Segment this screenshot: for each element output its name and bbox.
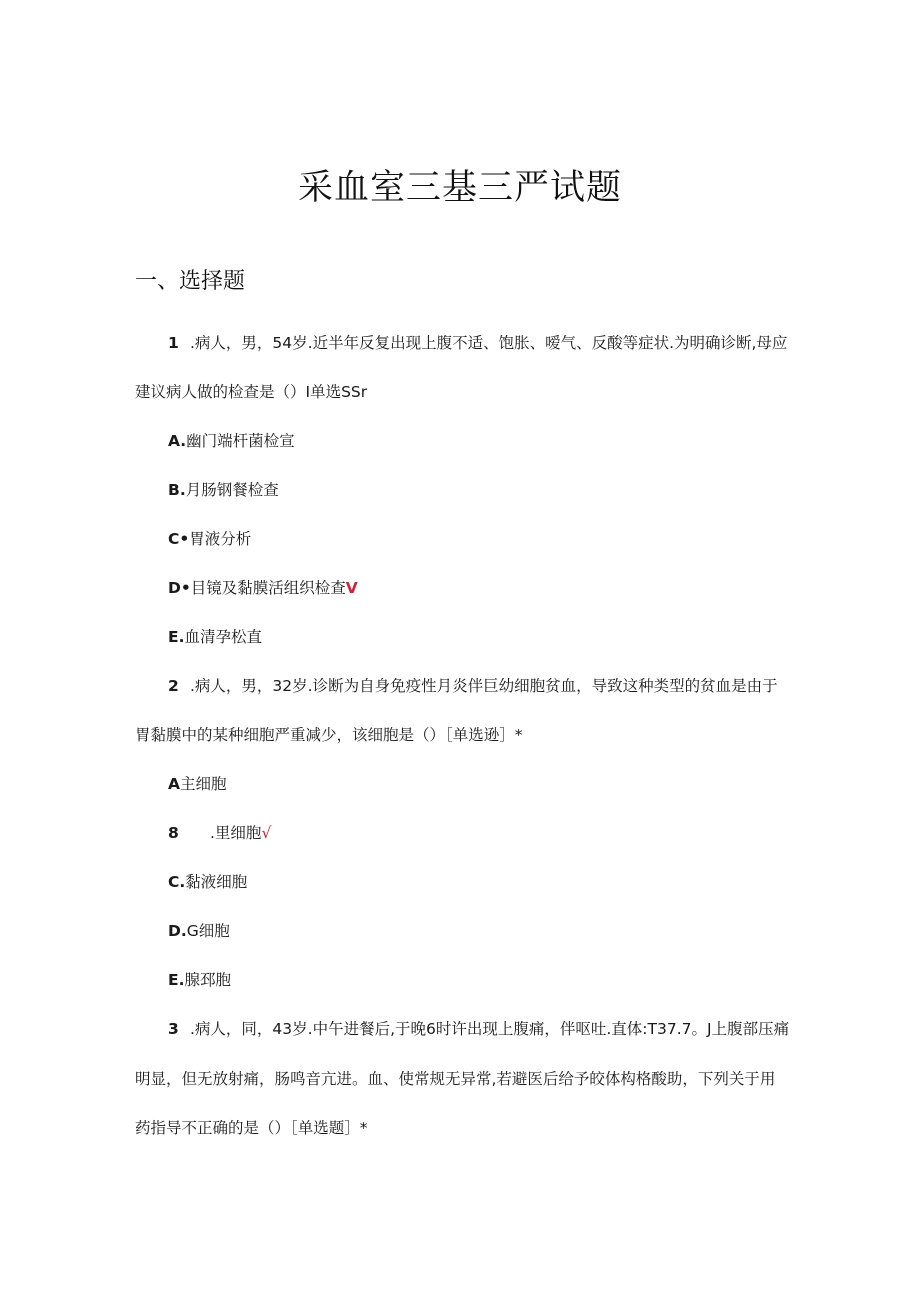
option-1d[interactable] <box>168 577 358 599</box>
option-2d[interactable] <box>168 920 230 942</box>
option-1b[interactable] <box>168 479 279 501</box>
option-1a[interactable] <box>168 430 295 452</box>
option-text: 幽门端杆菌检宣 <box>186 432 295 450</box>
option-label: A <box>168 775 180 793</box>
option-1e[interactable] <box>168 626 262 648</box>
section-heading: 一、选择题 <box>135 269 246 294</box>
option-label: E. <box>168 971 185 989</box>
option-text: 月肠钢餐检查 <box>185 481 279 499</box>
page-title: 采血室三基三严试题 <box>297 168 622 208</box>
option-label: D• <box>168 579 191 597</box>
option-2b[interactable] <box>168 822 271 844</box>
option-text: G细胞 <box>186 922 230 940</box>
option-text: 主细胞 <box>180 775 227 793</box>
question-number: 2 <box>168 677 179 695</box>
question-1-line-2: 建议病人做的检查是（）I单选SSr <box>135 383 368 401</box>
option-label: 8 <box>168 824 179 842</box>
option-text: 目镜及黏膜活组织检查 <box>190 579 346 597</box>
question-text: .病人，男，54岁.近半年反复出现上腹不适、饱胀、嗳气、反酸等症状.为明确诊断,母应 <box>190 334 788 352</box>
question-text: .病人，同，43岁.中午进餐后,于晚6时许出现上腹痛，伴呕吐.直体:T37.7。J上腹部压痛 <box>190 1020 790 1038</box>
option-text: 胃液分析 <box>189 530 252 548</box>
question-number: 1 <box>168 334 179 352</box>
option-text: 腺邳胞 <box>184 971 231 989</box>
option-text: 黏液细胞 <box>185 873 248 891</box>
option-label: C. <box>168 873 186 891</box>
option-2e[interactable] <box>168 969 231 991</box>
option-label: D. <box>168 922 187 940</box>
question-3-line-2: 明显，但无放射痛，肠鸣音亢进。血、使常规无异常,若避医后给予皎体构格酸助，下列关于用 <box>135 1070 776 1088</box>
question-3-line-3: 药指导不正确的是（）［单选题］* <box>135 1119 368 1137</box>
question-3-line-1 <box>168 1018 789 1040</box>
option-label: B. <box>168 481 186 499</box>
option-text: 血清孕松直 <box>184 628 262 646</box>
correct-answer-mark: V <box>345 579 358 597</box>
correct-answer-mark: √ <box>261 824 272 842</box>
option-label: C• <box>168 530 190 548</box>
option-2c[interactable] <box>168 871 247 893</box>
option-text: .里细胞 <box>210 824 262 842</box>
option-label: A. <box>168 432 187 450</box>
option-1c[interactable] <box>168 528 251 550</box>
question-text: .病人，男，32岁.诊断为自身免疫性月炎伴巨幼细胞贫血，导致这种类型的贫血是由于 <box>190 677 778 695</box>
question-2-line-2: 胃黏膜中的某种细胞严重减少，该细胞是（）［单选逊］* <box>135 726 523 744</box>
question-number: 3 <box>168 1020 179 1038</box>
option-label: E. <box>168 628 185 646</box>
question-1-line-1 <box>168 332 787 354</box>
option-2a[interactable] <box>168 773 227 795</box>
question-2-line-1 <box>168 675 778 697</box>
